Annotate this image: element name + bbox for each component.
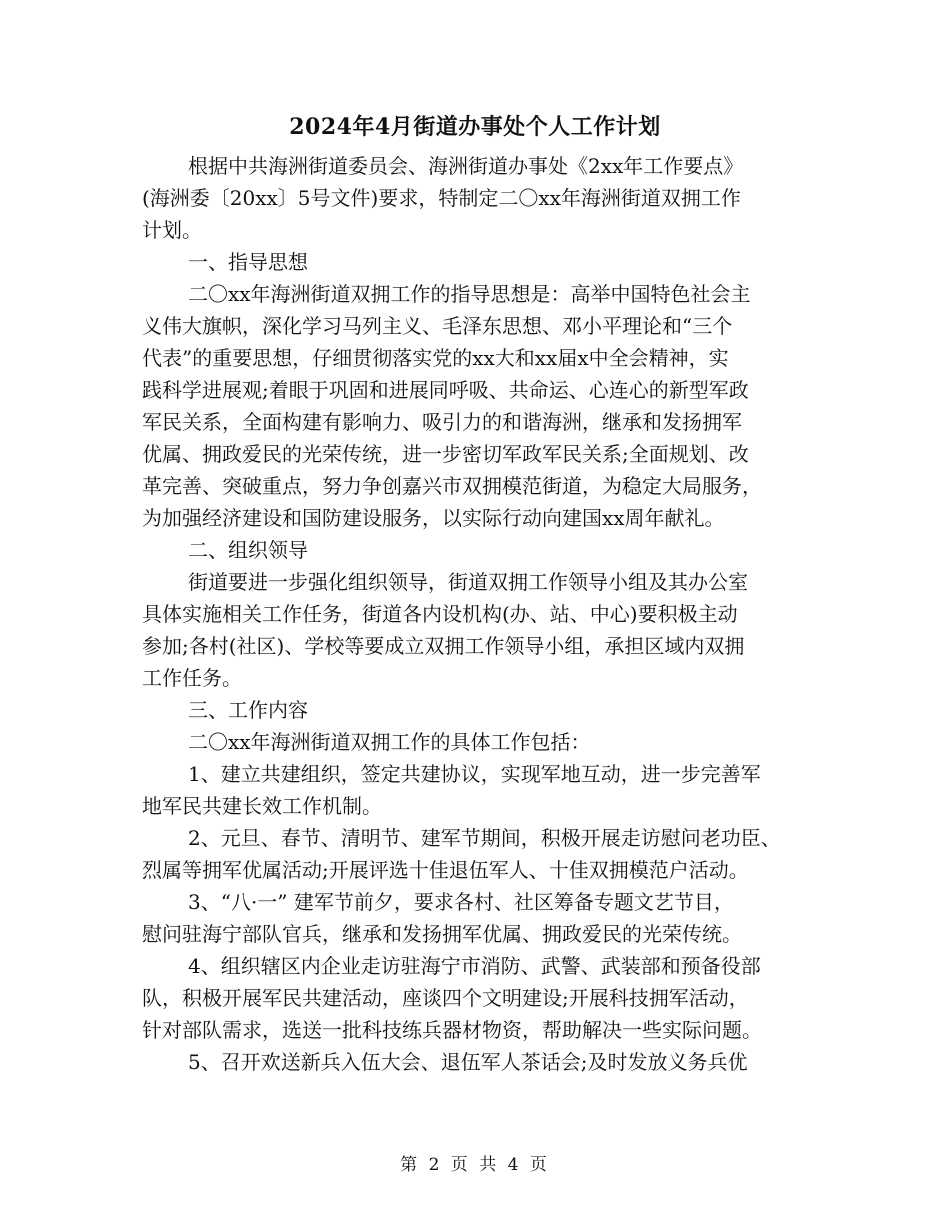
text-line: 义伟大旗帜，深化学习马列主义、毛泽东思想、邓小平理论和“三个 xyxy=(142,314,733,338)
text-line: 队，积极开展军民共建活动，座谈四个文明建设;开展科技拥军活动， xyxy=(142,986,749,1010)
text-line: 三、工作内容 xyxy=(188,698,308,722)
document-body xyxy=(142,150,808,1078)
text-line: 为加强经济建设和国防建设服务，以实际行动向建国xx周年献礼。 xyxy=(142,506,725,530)
text-line: 3、“八·一” 建军节前夕，要求各村、社区筹备专题文艺节目， xyxy=(188,890,734,914)
text-line: 优属、拥政爱民的光荣传统，进一步密切军政军民关系;全面规划、改 xyxy=(142,442,749,466)
text-line: 1、建立共建组织，签定共建协议，实现军地互动，进一步完善军 xyxy=(188,762,761,786)
text-line: 军民关系，全面构建有影响力、吸引力的和谐海洲，继承和发扬拥军 xyxy=(142,410,742,434)
text-line: 二〇xx年海洲街道双拥工作的指导思想是：高举中国特色社会主 xyxy=(188,282,751,306)
text-line: 践科学进展观;着眼于巩固和进展同呼吸、共命运、心连心的新型军政 xyxy=(142,378,749,402)
text-line: 2、元旦、春节、清明节、建军节期间，积极开展走访慰问老功臣、 xyxy=(188,826,781,850)
text-line: 计划。 xyxy=(142,218,202,242)
text-line: 4、组织辖区内企业走访驻海宁市消防、武警、武装部和预备役部 xyxy=(188,954,761,978)
text-line: 5、召开欢送新兵入伍大会、退伍军人茶话会;及时发放义务兵优 xyxy=(188,1050,748,1074)
text-line: 一、指导思想 xyxy=(188,250,308,274)
page-footer: 第 2 页 共 4 页 xyxy=(400,1155,550,1175)
document-title: 2024年4月街道办事处个人工作计划 xyxy=(289,114,661,140)
text-line: 工作任务。 xyxy=(142,666,242,690)
text-line: 革完善、突破重点，努力争创嘉兴市双拥模范街道，为稳定大局服务， xyxy=(142,474,762,498)
text-line: 慰问驻海宁部队官兵，继承和发扬拥军优属、拥政爱民的光荣传统。 xyxy=(142,922,742,946)
text-line: 针对部队需求，选送一批科技练兵器材物资，帮助解决一些实际问题。 xyxy=(142,1018,762,1042)
text-line: 二〇xx年海洲街道双拥工作的具体工作包括： xyxy=(188,730,591,754)
text-line: 具体实施相关工作任务，街道各内设机构(办、站、中心)要积极主动 xyxy=(142,602,738,626)
text-line: 地军民共建长效工作机制。 xyxy=(142,794,382,818)
text-line: 根据中共海洲街道委员会、海洲街道办事处《2xx年工作要点》 xyxy=(188,154,744,178)
text-line: 参加;各村(社区)、学校等要成立双拥工作领导小组，承担区域内双拥 xyxy=(142,634,745,658)
text-line: (海洲委〔20xx〕5号文件)要求，特制定二〇xx年海洲街道双拥工作 xyxy=(142,186,741,210)
text-line: 烈属等拥军优属活动;开展评选十佳退伍军人、十佳双拥模范户活动。 xyxy=(142,858,749,882)
text-line: 代表”的重要思想，仔细贯彻落实党的xx大和xx届x中全会精神，实 xyxy=(142,346,729,370)
text-line: 街道要进一步强化组织领导，街道双拥工作领导小组及其办公室 xyxy=(188,570,748,594)
text-line: 二、组织领导 xyxy=(188,538,308,562)
